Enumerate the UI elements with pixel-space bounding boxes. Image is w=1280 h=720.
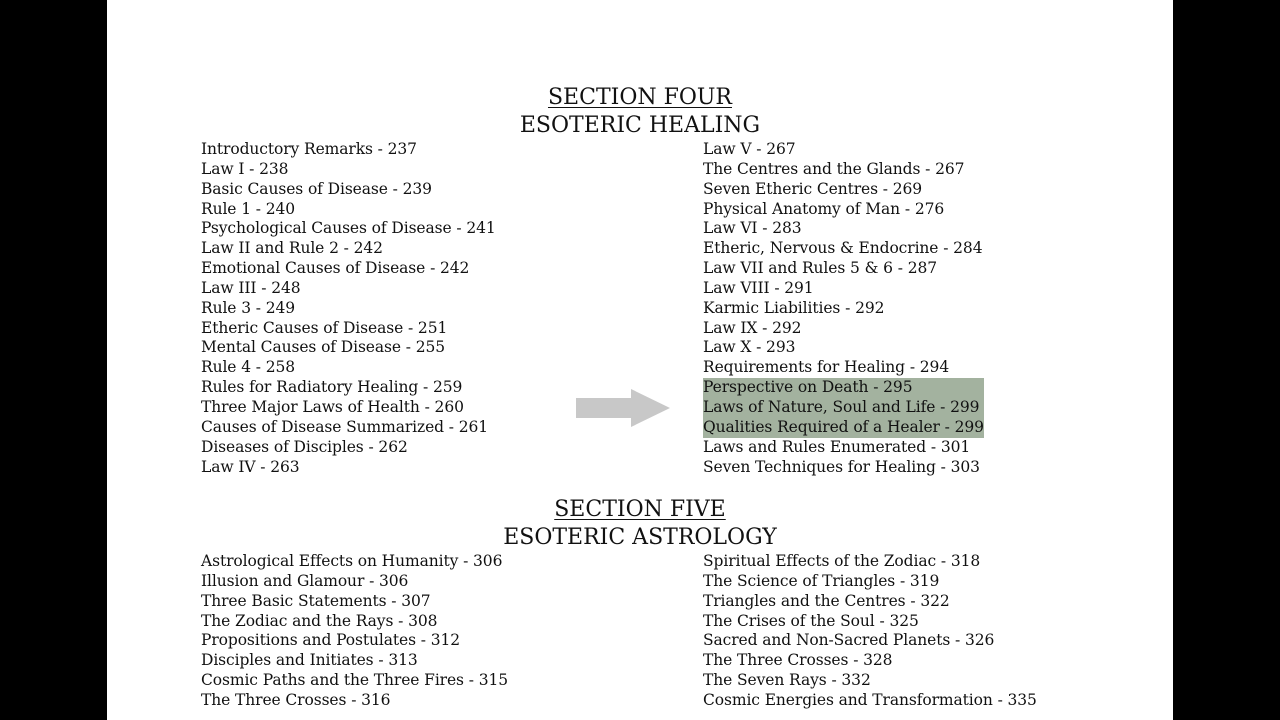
toc-entry: Law VI - 283 bbox=[703, 219, 802, 238]
toc-entry: The Seven Rays - 332 bbox=[703, 671, 871, 690]
toc-entry: Law IV - 263 bbox=[201, 457, 300, 476]
toc-entry: Etheric, Nervous & Endocrine - 284 bbox=[703, 239, 983, 258]
toc-entry: The Three Crosses - 316 bbox=[201, 690, 391, 709]
healing-list-right bbox=[703, 140, 984, 477]
toc-entry: Law III - 248 bbox=[201, 278, 301, 297]
toc-entry: Cosmic Energies and Transformation - 335 bbox=[703, 690, 1037, 709]
toc-entry: Etheric Causes of Disease - 251 bbox=[201, 318, 448, 337]
toc-entry: The Centres and the Glands - 267 bbox=[703, 159, 965, 178]
toc-entry: The Three Crosses - 328 bbox=[703, 651, 893, 670]
toc-entry: Three Major Laws of Health - 260 bbox=[201, 397, 464, 416]
toc-entry: Seven Etheric Centres - 269 bbox=[703, 179, 923, 198]
toc-entry: Rule 4 - 258 bbox=[201, 358, 296, 377]
toc-entry: Law IX - 292 bbox=[703, 318, 802, 337]
toc-entry: Law V - 267 bbox=[703, 140, 796, 158]
toc-entry: Psychological Causes of Disease - 241 bbox=[201, 219, 496, 238]
section-five-subheading: ESOTERIC ASTROLOGY bbox=[503, 525, 777, 550]
toc-entry: Sacred and Non-Sacred Planets - 326 bbox=[703, 631, 995, 650]
toc-entry: Propositions and Postulates - 312 bbox=[201, 631, 461, 650]
toc-entry: Rule 1 - 240 bbox=[201, 199, 296, 218]
toc-entry: Rules for Radiatory Healing - 259 bbox=[201, 378, 463, 397]
toc-entry: Rule 3 - 249 bbox=[201, 298, 296, 317]
toc-entry: Disciples and Initiates - 313 bbox=[201, 651, 418, 670]
toc-entry: Illusion and Glamour - 306 bbox=[201, 571, 409, 590]
toc-entry: Law I - 238 bbox=[201, 159, 289, 178]
toc-entry: Requirements for Healing - 294 bbox=[703, 358, 950, 377]
toc-entry: Seven Techniques for Healing - 303 bbox=[703, 457, 980, 476]
document-page bbox=[107, 0, 1173, 720]
toc-entry: Laws and Rules Enumerated - 301 bbox=[703, 437, 971, 456]
healing-list-left bbox=[201, 140, 496, 477]
toc-entry: Perspective on Death - 295 bbox=[703, 378, 984, 398]
toc-entry: Basic Causes of Disease - 239 bbox=[201, 179, 432, 198]
toc-entry: Triangles and the Centres - 322 bbox=[703, 591, 950, 610]
arrow-right-icon bbox=[576, 389, 670, 427]
toc-entry: The Crises of the Soul - 325 bbox=[703, 611, 919, 630]
toc-entry: Causes of Disease Summarized - 261 bbox=[201, 417, 489, 436]
toc-entry: Law X - 293 bbox=[703, 338, 796, 357]
toc-entry: Qualities Required of a Healer - 299 bbox=[703, 417, 984, 436]
toc-entry: Karmic Liabilities - 292 bbox=[703, 298, 885, 317]
toc-entry: Three Basic Statements - 307 bbox=[201, 591, 431, 610]
toc-entry: Emotional Causes of Disease - 242 bbox=[201, 259, 470, 278]
toc-entry: Law VIII - 291 bbox=[703, 278, 814, 297]
toc-entry: Diseases of Disciples - 262 bbox=[201, 437, 408, 456]
toc-entry: Law II and Rule 2 - 242 bbox=[201, 239, 383, 258]
toc-entry: The Science of Triangles - 319 bbox=[703, 571, 940, 590]
toc-entry: Cosmic Paths and the Three Fires - 315 bbox=[201, 671, 508, 690]
section-four-subheading: ESOTERIC HEALING bbox=[519, 113, 761, 138]
section-four-heading: SECTION FOUR bbox=[547, 85, 732, 110]
toc-entry: Physical Anatomy of Man - 276 bbox=[703, 199, 945, 218]
section-five-heading: SECTION FIVE bbox=[554, 497, 726, 522]
toc-entry: Mental Causes of Disease - 255 bbox=[201, 338, 446, 357]
toc-entry: Spiritual Effects of the Zodiac - 318 bbox=[703, 552, 981, 570]
toc-entry: Introductory Remarks - 237 bbox=[201, 140, 417, 158]
toc-entry: The Zodiac and the Rays - 308 bbox=[201, 611, 438, 630]
astrology-list-right bbox=[703, 552, 1037, 711]
astrology-list-left bbox=[201, 552, 508, 711]
toc-entry: Laws of Nature, Soul and Life - 299 bbox=[703, 398, 984, 418]
toc-entry: Astrological Effects on Humanity - 306 bbox=[201, 552, 503, 570]
toc-entry: Law VII and Rules 5 & 6 - 287 bbox=[703, 259, 937, 278]
